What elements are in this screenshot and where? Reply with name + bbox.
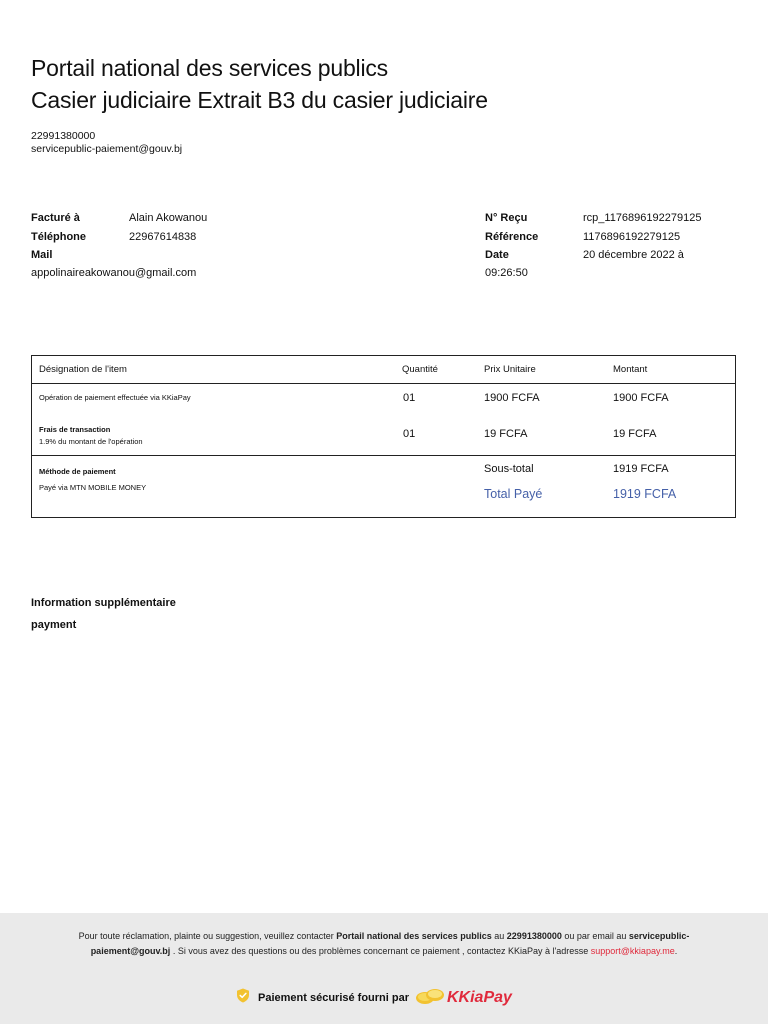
header-amount: Montant xyxy=(613,364,648,375)
date-value-line2: 09:26:50 xyxy=(485,267,528,279)
table-row-title: Frais de transaction xyxy=(39,425,111,434)
receipt-no-value: rcp_1176896192279125 xyxy=(583,212,702,224)
table-header-divider xyxy=(32,383,735,384)
merchant-phone: 22991380000 xyxy=(31,130,96,142)
payment-method-label: Méthode de paiement xyxy=(39,467,116,476)
date-label: Date xyxy=(485,249,509,261)
receipt-no-label: N° Reçu xyxy=(485,212,528,224)
date-value-line1: 20 décembre 2022 à xyxy=(583,249,684,261)
total-value: 1919 FCFA xyxy=(613,487,677,501)
mail-label: Mail xyxy=(31,249,53,261)
kkiapay-logo: KKiaPay xyxy=(447,989,512,1006)
footer xyxy=(0,913,768,1024)
reference-value: 1176896192279125 xyxy=(583,231,681,243)
footer-text: au xyxy=(491,931,507,941)
secure-payment-label: Paiement sécurisé fourni par xyxy=(258,992,409,1004)
header-unit-price: Prix Unitaire xyxy=(484,364,536,375)
phone-label: Téléphone xyxy=(31,231,87,243)
table-summary-divider xyxy=(32,455,735,456)
shield-check-icon xyxy=(236,988,250,1008)
footer-text: . Si vous avez des questions ou des problèmes concernant ce paiement , contactez KKiaPay à l'adresse xyxy=(170,946,591,956)
table-row-unit-price: 19 FCFA xyxy=(484,428,528,440)
table-row-quantity: 01 xyxy=(403,392,416,404)
table-row-desc: Opération de paiement effectuée via KKiaPay xyxy=(39,393,191,402)
page-title-line2: Casier judiciaire Extrait B3 du casier judiciaire xyxy=(31,87,488,113)
table-row-unit-price: 1900 FCFA xyxy=(484,392,540,404)
reference-label: Référence xyxy=(485,231,539,243)
table-row-amount: 1900 FCFA xyxy=(613,392,669,404)
header-designation: Désignation de l'item xyxy=(39,364,127,375)
items-table xyxy=(31,355,736,518)
extra-info-value: payment xyxy=(31,619,77,631)
total-label: Total Payé xyxy=(484,487,543,501)
footer-text: ou par email au xyxy=(561,931,629,941)
merchant-email: servicepublic-paiement@gouv.bj xyxy=(31,143,183,155)
subtotal-value: 1919 FCFA xyxy=(613,463,669,475)
phone-value: 22967614838 xyxy=(129,231,197,243)
footer-merchant-phone: 22991380000 xyxy=(506,931,562,941)
footer-contact-text xyxy=(60,929,708,959)
footer-merchant-name: Portail national des services publics xyxy=(336,931,492,941)
header-quantity: Quantité xyxy=(402,364,438,375)
footer-merchant-email: servicepublic-paiement@gouv.bj xyxy=(90,931,690,956)
kkiapay-coins-icon xyxy=(415,986,445,1011)
table-row-desc: 1.9% du montant de l'opération xyxy=(39,437,143,446)
billed-to-value: Alain Akowanou xyxy=(129,212,208,224)
mail-value: appolinaireakowanou@gmail.com xyxy=(31,267,197,279)
payment-method-value: Payé via MTN MOBILE MONEY xyxy=(39,483,147,492)
page-title xyxy=(31,52,488,116)
billed-to-label: Facturé à xyxy=(31,212,80,224)
footer-text: . xyxy=(674,946,678,956)
subtotal-label: Sous-total xyxy=(484,463,534,475)
table-row-quantity: 01 xyxy=(403,428,416,440)
secure-payment-badge xyxy=(236,987,512,1009)
footer-text: Pour toute réclamation, plainte ou suggestion, veuillez contacter xyxy=(78,931,337,941)
support-email-link[interactable]: support@kkiapay.me xyxy=(590,946,675,956)
page-title-line1: Portail national des services publics xyxy=(31,55,388,81)
extra-info-label: Information supplémentaire xyxy=(31,597,176,609)
table-row-amount: 19 FCFA xyxy=(613,428,657,440)
